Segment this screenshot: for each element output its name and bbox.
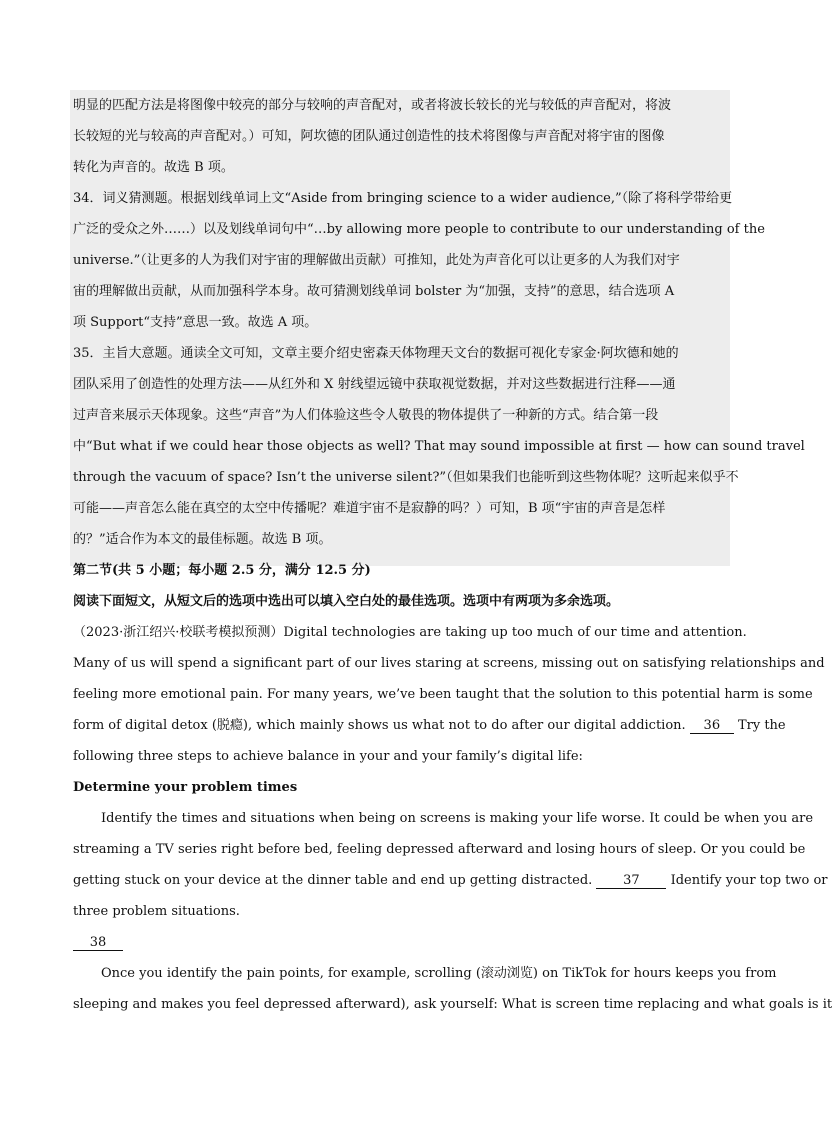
explanation-line: 35．主旨大意题。通读全文可知，文章主要介绍史密森天体物理天文台的数据可视化专家金·阿坎德和她的 — [73, 346, 679, 361]
section-heading: 第二节(共 5 小题；每小题 2.5 分，满分 12.5 分) — [73, 563, 371, 578]
explanation-line: 长较短的光与较高的声音配对。）可知，阿坎德的团队通过创造性的技术将图像与声音配对将宇宙的图像 — [73, 129, 665, 144]
passage-line-with-blank-37 — [73, 872, 828, 890]
passage-text: getting stuck on your device at the dinner table and end up getting distracted. — [73, 873, 593, 888]
explanation-line: 宙的理解做出贡献，从而加强科学本身。故可猜测划线单词 bolster 为“加强，支持”的意思，结合选项 A — [73, 284, 675, 299]
passage-line: following three steps to achieve balance in your and your family’s digital life: — [73, 749, 583, 764]
explanation-line: 中“But what if we could hear those objects as well? That may sound impossible at first — how can sound travel — [73, 439, 805, 454]
explanation-line: universe.”（让更多的人为我们对宇宙的理解做出贡献）可推知，此处为声音化可以让更多的人为我们对宇 — [73, 253, 680, 268]
passage-text: form of digital detox (脱瘾), which mainly shows us what not to do after our digital addiction. — [73, 718, 686, 733]
explanation-line: through the vacuum of space? Isn’t the universe silent?”（但如果我们也能听到这些物体呢？这听起来似乎不 — [73, 470, 739, 485]
passage-line-with-blank-36 — [73, 717, 786, 735]
subheading-problem-times: Determine your problem times — [73, 780, 298, 795]
blank-38[interactable]: 38 — [73, 935, 123, 951]
blank-38-line — [73, 934, 728, 952]
section-instruction: 阅读下面短文，从短文后的选项中选出可以填入空白处的最佳选项。选项中有两项为多余选项。 — [73, 594, 620, 609]
blank-36[interactable]: 36 — [690, 718, 734, 734]
explanation-line: 的？”适合作为本文的最佳标题。故选 B 项。 — [73, 532, 332, 547]
explanation-line: 广泛的受众之外……）以及划线单词句中“…by allowing more people to contribute to our understanding of the — [73, 222, 765, 237]
explanation-line: 团队采用了创造性的处理方法——从红外和 X 射线望远镜中获取视觉数据，并对这些数据进行注释——通 — [73, 377, 676, 392]
passage-line: Many of us will spend a significant part of our lives staring at screens, missing out on satisfying relationships and — [73, 656, 825, 671]
passage-text: Try the — [737, 718, 786, 733]
passage-line: Identify the times and situations when being on screens is making your life worse. It could be when you are — [101, 811, 814, 826]
explanation-line: 可能——声音怎么能在真空的太空中传播呢？难道宇宙不是寂静的吗？）可知，B 项“宇宙的声音是怎样 — [73, 501, 666, 516]
blank-37[interactable]: 37 — [596, 873, 666, 889]
passage-line: Once you identify the pain points, for example, scrolling (滚动浏览) on TikTok for hours keeps you from — [101, 966, 777, 981]
explanation-line: 项 Support“支持”意思一致。故选 A 项。 — [73, 315, 318, 330]
explanation-line: 转化为声音的。故选 B 项。 — [73, 160, 234, 175]
passage-line: sleeping and makes you feel depressed afterward), ask yourself: What is screen time replacing and what goals is it — [73, 997, 832, 1012]
passage-line: three problem situations. — [73, 904, 240, 919]
passage-text: Identify your top two or — [670, 873, 828, 888]
passage-line: （2023·浙江绍兴·校联考模拟预测）Digital technologies are taking up too much of our time and attention. — [73, 625, 747, 640]
explanation-line: 过声音来展示天体现象。这些“声音”为人们体验这些令人敬畏的物体提供了一种新的方式。结合第一段 — [73, 408, 659, 423]
explanation-line: 明显的匹配方法是将图像中较亮的部分与较响的声音配对，或者将波长较长的光与较低的声音配对，将波 — [73, 98, 672, 113]
passage-line: feeling more emotional pain. For many years, we’ve been taught that the solution to this potential harm is some — [73, 687, 813, 702]
explanation-line: 34．词义猜测题。根据划线单词上文“Aside from bringing science to a wider audience,”（除了将科学带给更 — [73, 191, 733, 206]
passage-line: streaming a TV series right before bed, feeling depressed afterward and losing hours of sleep. Or you could be — [73, 842, 806, 857]
